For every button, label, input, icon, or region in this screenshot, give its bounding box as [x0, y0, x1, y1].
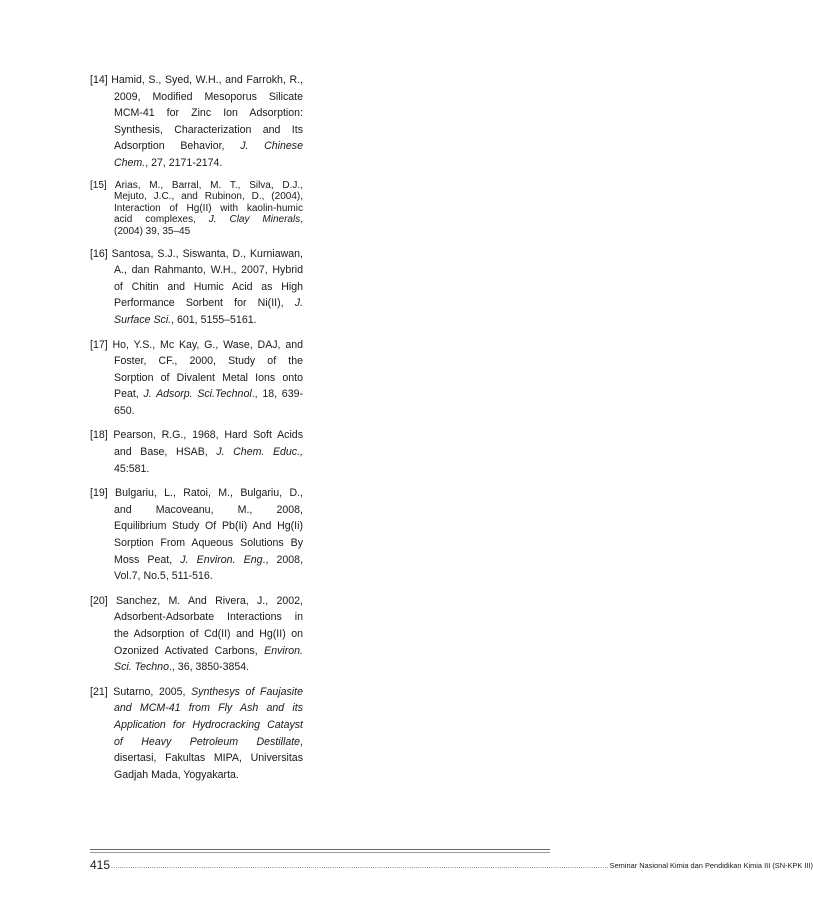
italic-text: J. Chem. Educ., [216, 446, 303, 459]
reference-line [90, 180, 303, 192]
reference-line [90, 659, 303, 676]
reference-line [90, 750, 303, 767]
text-segment: Equilibrium Study Of Pb(Ii) And Hg(Ii) [114, 520, 303, 533]
reference-line [90, 700, 303, 717]
reference-line [90, 105, 303, 122]
italic-text: J. Clay Minerals [208, 214, 301, 226]
reference-line [90, 155, 303, 172]
text-segment: and Base, HSAB, [114, 446, 217, 459]
text-segment: Performance Sorbent for Ni(II), [114, 297, 295, 310]
reference-line [90, 246, 303, 263]
reference-17 [90, 337, 303, 420]
reference-line [90, 643, 303, 660]
reference-line [90, 226, 303, 238]
italic-text: of Heavy Petroleum Destillate [114, 735, 301, 748]
italic-text: Surface Sci. [114, 313, 172, 326]
text-segment: acid complexes, [114, 214, 209, 226]
reference-line [90, 89, 303, 106]
page-number: 415 [90, 858, 111, 872]
reference-14 [90, 72, 303, 172]
text-segment: Gadjah Mada, Yogyakarta. [114, 768, 239, 781]
text-segment: the Adsorption of Cd(II) and Hg(II) on [114, 628, 303, 640]
reference-line [90, 386, 303, 403]
reference-line [90, 485, 303, 502]
italic-text: J. Environ. Eng [180, 553, 263, 566]
text-segment: Sorption of Divalent Metal Ions onto [114, 371, 303, 384]
reference-line [90, 262, 303, 279]
text-segment: Moss Peat, [114, 553, 181, 566]
text-segment: 2009, Modified Mesoporus Silicate [114, 90, 303, 103]
reference-line [90, 214, 303, 226]
text-segment: , [300, 735, 303, 748]
reference-line [90, 717, 303, 734]
text-segment: , 601, 5155–5161. [171, 313, 257, 326]
italic-text: Synthesys of Faujasite [191, 685, 303, 698]
reference-line [90, 72, 303, 89]
reference-line [90, 312, 303, 329]
reference-line [90, 568, 303, 585]
footer-dot-leader: ........................................................................................................................................................................................................................................ [111, 863, 609, 870]
reference-21 [90, 684, 303, 784]
reference-line [90, 295, 303, 312]
text-segment: Adsorption Behavior, [114, 140, 241, 153]
text-segment: [17] Ho, Y.S., Mc Kay, G., Wase, DAJ, and [90, 338, 303, 351]
reference-line [90, 403, 303, 420]
text-segment: disertasi, Fakultas MIPA, Universitas [114, 752, 303, 765]
reference-line [90, 353, 303, 370]
reference-line [90, 444, 303, 461]
reference-line [90, 734, 303, 751]
reference-16 [90, 246, 303, 329]
reference-line [90, 502, 303, 519]
reference-line [90, 461, 303, 478]
text-segment: [16] Santosa, S.J., Siswanta, D., Kurniawan, [90, 247, 303, 260]
reference-line [90, 767, 303, 784]
reference-line [90, 191, 303, 203]
text-segment: [15] Arias, M., Barral, M. T., Silva, D.J., [90, 179, 303, 191]
reference-line [90, 337, 303, 354]
text-segment: , [300, 214, 303, 226]
text-segment: ., 2008, [262, 553, 304, 566]
italic-text: J. [294, 297, 303, 310]
reference-line [90, 535, 303, 552]
italic-text: J. Chinese [240, 140, 303, 153]
reference-list [90, 72, 303, 791]
text-segment: Ozonized Activated Carbons, [114, 644, 265, 657]
italic-text: Application for Hydrocracking Catayst [114, 718, 303, 731]
italic-text: and MCM-41 from Fly Ash and its [114, 702, 303, 715]
page-footer [90, 858, 813, 872]
reference-line [90, 279, 303, 296]
text-segment: MCM-41 for Zinc Ion Adsorption: [114, 107, 303, 120]
italic-text: Environ. [264, 644, 303, 657]
italic-text: Chem. [114, 156, 146, 169]
reference-line [90, 203, 303, 215]
reference-line [90, 370, 303, 387]
text-segment: of Chitin and Humic Acid as High [114, 280, 303, 293]
reference-line [90, 138, 303, 155]
reference-line [90, 518, 303, 535]
reference-line [90, 684, 303, 701]
text-segment: A., dan Rahmanto, W.H., 2007, Hybrid [114, 264, 303, 277]
reference-19 [90, 485, 303, 585]
footer-rule-secondary [90, 852, 550, 853]
text-segment: [21] Sutarno, 2005, [90, 685, 192, 698]
text-segment: Peat, [114, 388, 144, 401]
text-segment: 650. [114, 404, 135, 417]
reference-line [90, 122, 303, 139]
footer-title: Seminar Nasional Kimia dan Pendidikan Kimia III (SN-KPK III) [609, 861, 813, 870]
text-segment: ., 36, 3850-3854. [168, 661, 250, 674]
reference-20 [90, 593, 303, 676]
text-segment: and Macoveanu, M., 2008, [114, 503, 303, 516]
reference-line [90, 626, 303, 643]
text-segment: [20] Sanchez, M. And Rivera, J., 2002, [90, 594, 303, 607]
text-segment: Sorption From Aqueous Solutions By [114, 537, 303, 550]
text-segment: [18] Pearson, R.G., 1968, Hard Soft Acids [90, 429, 303, 442]
text-segment: Mejuto, J.C., and Rubinon, D., (2004), [114, 191, 303, 203]
reference-line [90, 552, 303, 569]
reference-18 [90, 427, 303, 477]
reference-15 [90, 180, 303, 238]
text-segment: 45:581. [114, 462, 150, 475]
footer-rule [90, 849, 550, 850]
text-segment: Adsorbent-Adsorbate Interactions in [114, 611, 303, 624]
text-segment: Foster, CF., 2000, Study of the [114, 355, 303, 368]
text-segment: Interaction of Hg(II) with kaolin-humic [114, 202, 303, 214]
text-segment: , 27, 2171-2174. [145, 156, 223, 169]
text-segment: [14] Hamid, S., Syed, W.H., and Farrokh, R., [90, 74, 303, 86]
reference-line [90, 609, 303, 626]
text-segment: Synthesis, Characterization and Its [114, 123, 303, 136]
text-segment: (2004) 39, 35–45 [114, 225, 191, 237]
reference-line [90, 427, 303, 444]
text-segment: Vol.7, No.5, 511-516. [114, 570, 213, 583]
italic-text: Sci. Techno [114, 661, 169, 674]
reference-line [90, 593, 303, 610]
text-segment: ., 18, 639- [251, 388, 303, 401]
text-segment: [19] Bulgariu, L., Ratoi, M., Bulgariu, D., [90, 487, 303, 500]
italic-text: J. Adsorp. Sci.Technol [143, 388, 252, 401]
